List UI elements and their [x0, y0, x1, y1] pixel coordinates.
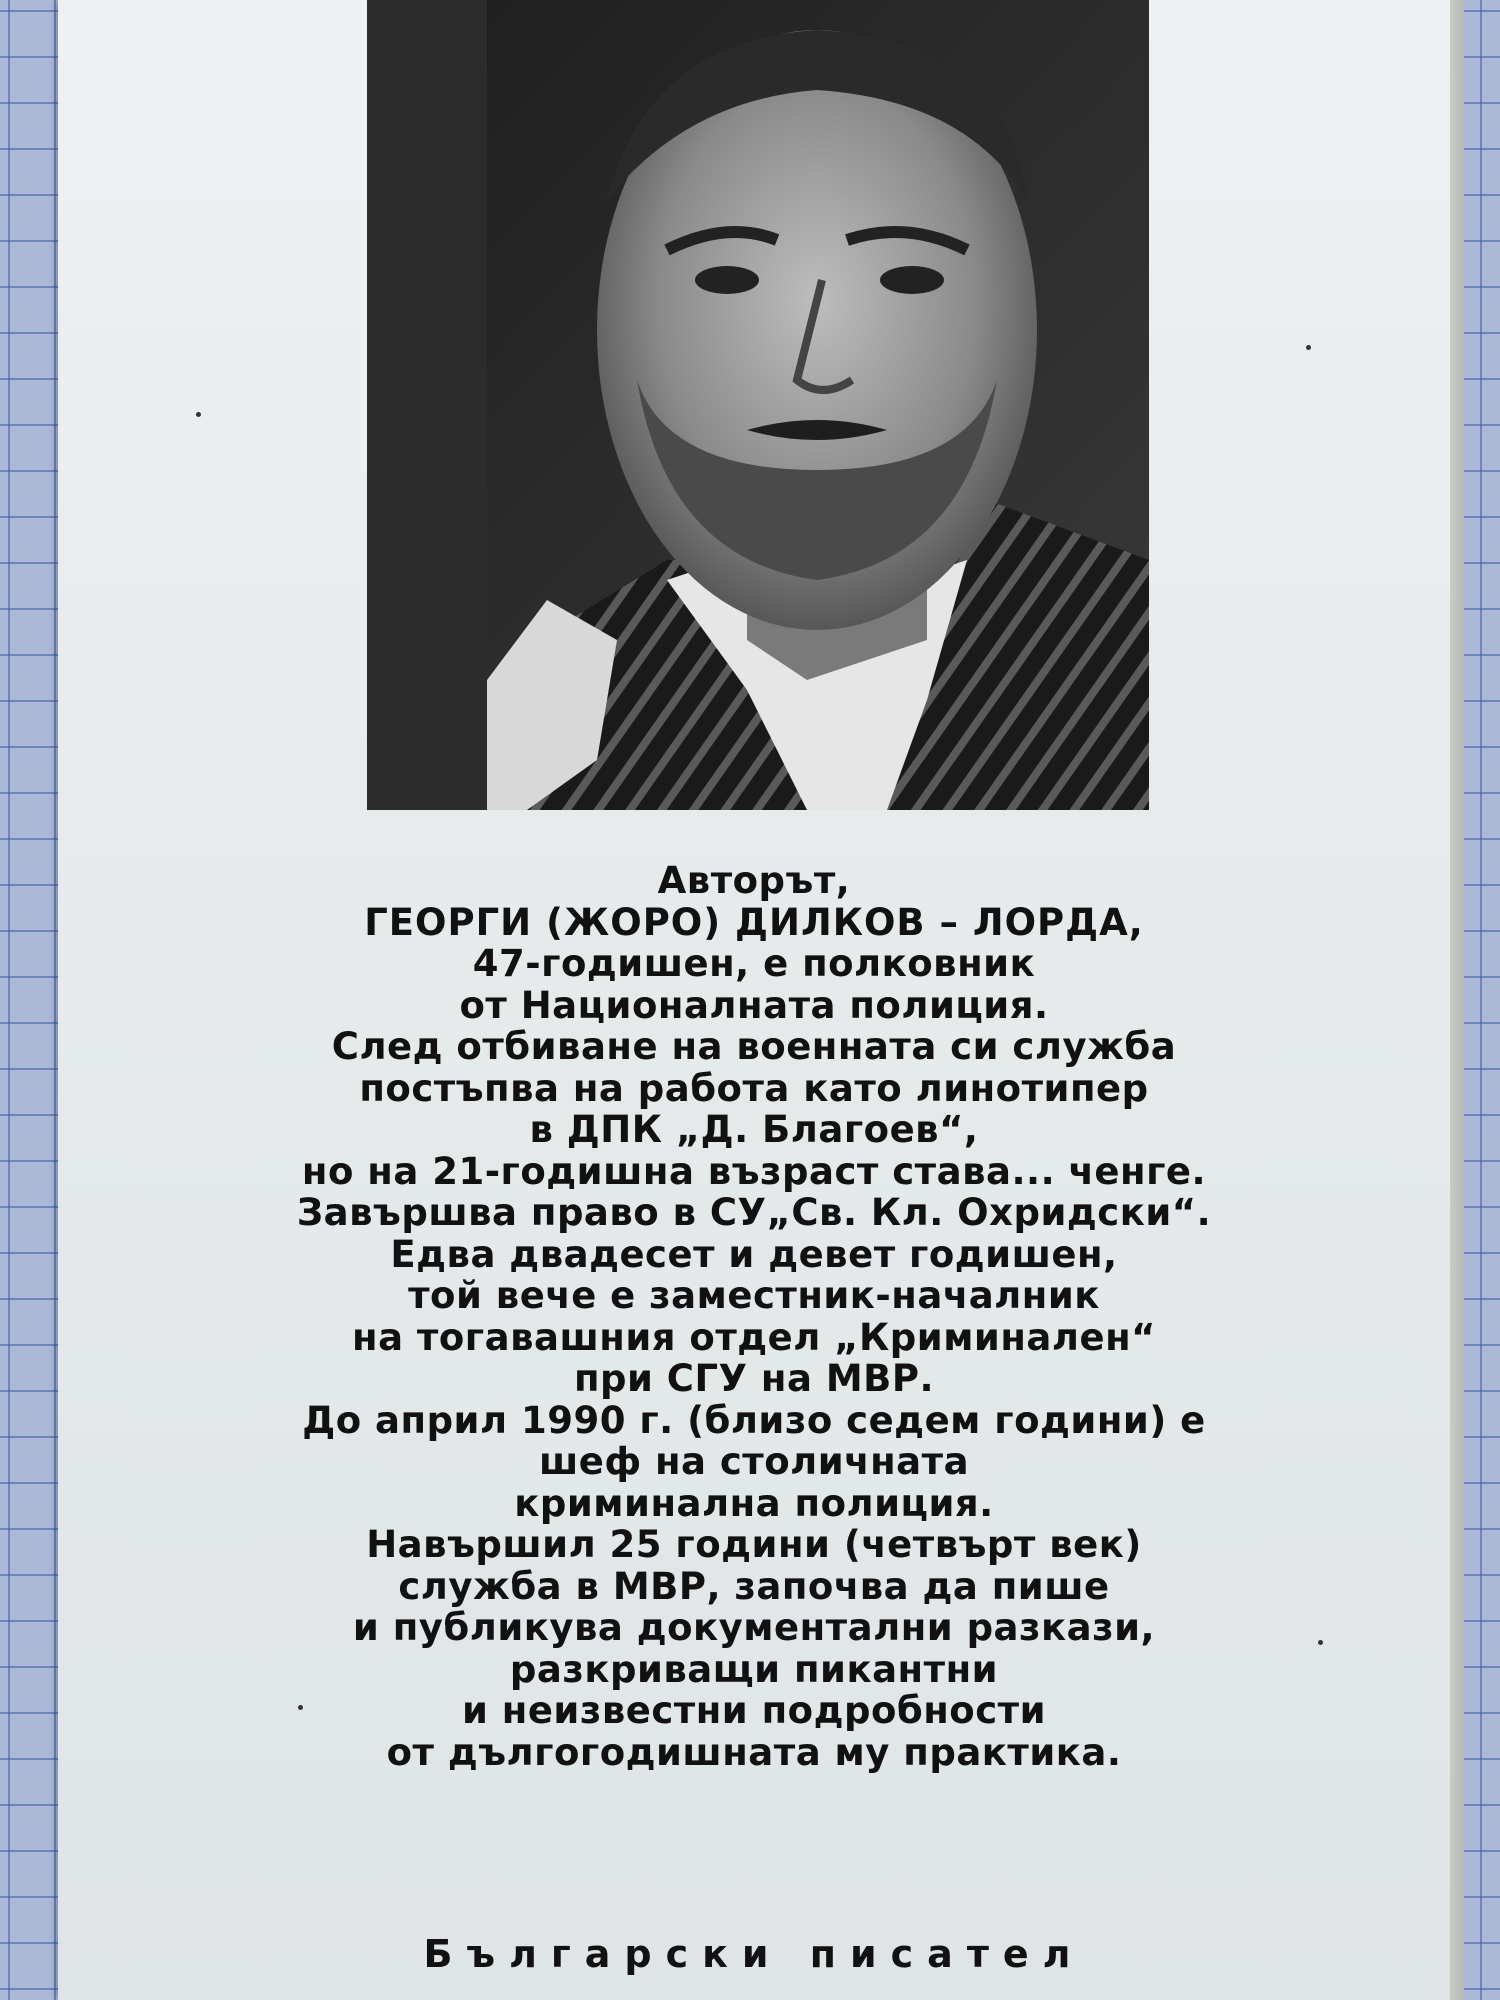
- publisher-name: Български писател: [423, 1932, 1085, 1976]
- bio-line: До април 1990 г. (близо седем години) е: [302, 1398, 1206, 1442]
- bio-line: от Националната полиция.: [459, 983, 1049, 1027]
- bio-line: Авторът,: [657, 859, 851, 902]
- author-name: ГЕОРГИ (ЖОРО) ДИЛКОВ – ЛОРДА,: [364, 900, 1144, 944]
- author-biography: [58, 860, 1450, 1773]
- book-back-cover: [58, 0, 1450, 2000]
- bio-line: в ДПК „Д. Благоев“,: [529, 1108, 979, 1151]
- bio-line: постъпва на работа като линотипер: [359, 1066, 1149, 1110]
- print-speck: [1318, 1640, 1323, 1645]
- print-speck: [196, 412, 201, 417]
- print-speck: [1306, 345, 1311, 350]
- cover-edge: [1450, 0, 1464, 2000]
- bio-line: След отбиване на военната си служба: [331, 1025, 1177, 1068]
- bio-line: на тогавашния отдел „Криминален“: [352, 1315, 1156, 1359]
- bio-line: Навършил 25 години (четвърт век): [366, 1523, 1142, 1566]
- bio-line: служба в МВР, започва да пише: [398, 1564, 1110, 1608]
- bio-line: при СГУ на МВР.: [573, 1357, 935, 1400]
- bio-line: разкриващи пикантни: [509, 1647, 999, 1691]
- bio-line: и публикува документални разкази,: [352, 1606, 1156, 1649]
- author-portrait-photo: [367, 0, 1149, 810]
- bio-line: и неизвестни подробности: [461, 1689, 1047, 1732]
- print-speck: [298, 1705, 303, 1710]
- bio-line: от дългогодишната му практика.: [386, 1730, 1122, 1774]
- bio-line: шеф на столичната: [538, 1440, 970, 1483]
- bio-line: той вече е заместник-началник: [408, 1274, 1100, 1317]
- bio-line: но на 21-годишна възраст става... ченге.: [301, 1149, 1207, 1193]
- bio-line: Завършва право в СУ„Св. Кл. Охридски“.: [296, 1191, 1212, 1234]
- bio-line: криминална полиция.: [514, 1481, 994, 1525]
- bio-line: Едва двадесет и девет годишен,: [390, 1232, 1118, 1276]
- bio-line: 47-годишен, е полковник: [472, 942, 1036, 985]
